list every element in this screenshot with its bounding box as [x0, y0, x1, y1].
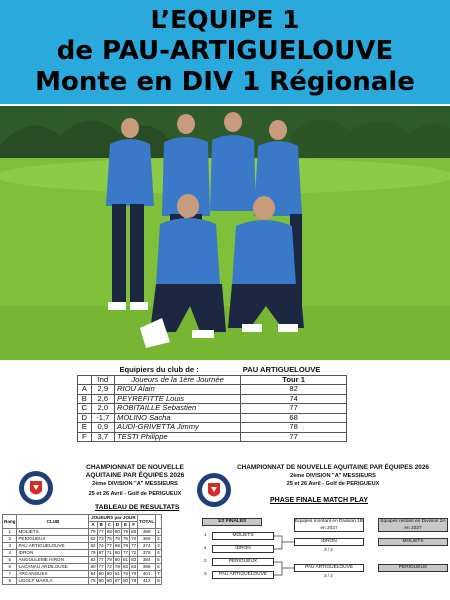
results-score: 77 — [122, 550, 129, 555]
results-score: 68 — [114, 543, 120, 548]
results-extra: 3 — [157, 543, 160, 548]
results-col-extra — [156, 515, 162, 529]
right-title-line-1: CHAMPIONNAT DE NOUVELLE AQUITAINE PAR ÉQUIPES 2026 — [237, 464, 429, 471]
roster-row — [78, 404, 347, 414]
roster-ind: -1,7 — [91, 413, 114, 423]
results-score: 85 — [131, 529, 137, 534]
right-title-division: 2ème DIVISION "A" MESSIEURS — [290, 473, 376, 479]
results-score: 68 — [106, 529, 112, 534]
results-row — [3, 550, 162, 557]
results-score: 71 — [106, 550, 112, 555]
seed-1: 1 — [204, 532, 207, 537]
banner-title-line-2: de PAU-ARTIGUELOUVE — [56, 36, 394, 66]
results-score: 79 — [131, 578, 137, 583]
roster-letter: F — [78, 432, 92, 442]
eagle-crest-icon — [18, 470, 54, 506]
bracket-match2-team2: PAU ARTIGUELOUVE — [212, 571, 274, 579]
right-title-date: 25 et 26 Avril - Golf de PERIGUEUX — [286, 481, 380, 487]
results-letter: D — [113, 522, 121, 529]
roster-score: 77 — [241, 432, 347, 442]
roster-player: TESTI Philippe — [115, 432, 241, 442]
results-club: UGOLF MARILA — [17, 578, 89, 585]
roster-ind: 2,0 — [91, 404, 114, 414]
results-header-row — [3, 515, 162, 522]
results-score: 75 — [122, 536, 129, 541]
roster-letter: C — [78, 404, 92, 414]
results-score: 70 — [131, 536, 137, 541]
banner-title-line-1: L’EQUIPE 1 — [150, 5, 300, 34]
results-row — [3, 578, 162, 585]
results-letter: A — [89, 522, 97, 529]
results-total: 384 — [138, 557, 156, 564]
results-total: 389 — [138, 564, 156, 571]
roster-ind: 2,6 — [91, 394, 114, 404]
results-score: 80 — [114, 557, 120, 562]
roster-col-players: Joueurs de la 1ère Journée — [115, 375, 241, 385]
results-score: 72 — [131, 550, 137, 555]
results-score: 74 — [98, 543, 104, 548]
results-table — [2, 514, 162, 585]
left-title-line-1: CHAMPIONNAT DE NOUVELLE — [86, 464, 184, 471]
roster-score: 82 — [241, 385, 347, 395]
results-total: 388 — [138, 529, 156, 536]
results-extra: 8 — [157, 578, 160, 583]
roster-score: 74 — [241, 394, 347, 404]
results-score: 80 — [114, 550, 120, 555]
right-championship-title — [220, 464, 446, 488]
roster-ind: 3,7 — [91, 432, 114, 442]
roster-row — [78, 385, 347, 395]
results-score: 83 — [131, 564, 137, 569]
roster-letter: A — [78, 385, 92, 395]
results-score: 80 — [90, 564, 96, 569]
results-score: 80 — [106, 578, 112, 583]
results-club: LACANAU ARDILOUSE — [17, 564, 89, 571]
roster-player: PEYREFITTE Louis — [115, 394, 241, 404]
promoted-team-2: PAU ARTIGUELOUVE — [294, 564, 364, 572]
roster-club-name: PAU ARTIGUELOUVE — [242, 365, 321, 375]
results-rang: 5 — [3, 557, 17, 564]
results-score: 79 — [106, 557, 112, 562]
results-score: 81 — [122, 557, 129, 562]
remaining-team-1: MOLIETS — [378, 538, 448, 546]
results-score: 79 — [90, 550, 96, 555]
results-col-total: TOTAL — [138, 515, 156, 529]
results-score: 80 — [98, 578, 104, 583]
results-extra: 5 — [157, 557, 160, 562]
title-banner — [0, 0, 450, 104]
roster-header-row — [78, 366, 347, 375]
roster-player: MOLINO Sacha — [115, 413, 241, 423]
results-letter: B — [97, 522, 105, 529]
remaining-teams-label: Equipes restant en Division 2A en 2027 — [378, 518, 448, 532]
seed-3: 3 — [204, 571, 207, 576]
results-score: 81 — [114, 571, 120, 576]
promoted-teams-label: Equipes montant en Division 1B en 2027 — [295, 519, 363, 531]
results-score: 84 — [90, 571, 96, 576]
results-score: 82 — [122, 564, 129, 569]
results-letter: F — [130, 522, 138, 529]
results-table-title: TABLEAU DE RESULTATS — [95, 504, 180, 511]
roster-header-label: Equipiers du club de : — [119, 365, 199, 375]
roster-row — [78, 423, 347, 433]
roster-col-ind: Ind — [91, 375, 114, 385]
results-total: 412 — [138, 578, 156, 585]
results-club: PERIGUEUX — [17, 536, 89, 543]
roster-player: RIOU Alain — [115, 385, 241, 395]
results-rang: 2 — [3, 536, 17, 543]
results-score: 87 — [98, 550, 104, 555]
results-score: 79 — [114, 536, 120, 541]
results-score: 77 — [131, 543, 137, 548]
results-total: 401 — [138, 571, 156, 578]
results-row — [3, 564, 162, 571]
bracket-match2-team1: PERIGUEUX — [212, 558, 274, 566]
bracket-connectors — [274, 532, 294, 582]
results-letter: C — [105, 522, 113, 529]
roster-score: 68 — [241, 413, 347, 423]
results-score: 78 — [114, 564, 120, 569]
results-club: MOLIETS — [17, 529, 89, 536]
results-score: 80 — [122, 578, 129, 583]
results-score: 77 — [98, 557, 104, 562]
phase-finale-title: PHASE FINALE MATCH PLAY — [270, 497, 369, 504]
left-championship-title — [72, 464, 198, 498]
roster-ind: 2,9 — [91, 385, 114, 395]
results-row — [3, 543, 162, 550]
results-score: 82 — [90, 543, 96, 548]
results-score: 82 — [90, 536, 96, 541]
results-score: 75 — [106, 536, 112, 541]
results-score: 79 — [122, 529, 129, 534]
results-score: 82 — [90, 557, 96, 562]
results-letter: E — [121, 522, 129, 529]
results-rang: 8 — [3, 578, 17, 585]
results-score: 77 — [98, 564, 104, 569]
match1-score: 3 / 2 — [324, 547, 333, 552]
results-rang: 3 — [3, 543, 17, 550]
results-rang: 6 — [3, 564, 17, 571]
team-photo — [0, 106, 450, 360]
roster-score: 77 — [241, 404, 347, 414]
results-score: 79 — [90, 529, 96, 534]
seed-4: 4 — [204, 545, 207, 550]
results-col-joueurs: JOUEURS par JOUR — [89, 515, 138, 522]
roster-row — [78, 432, 347, 442]
left-title-date: 25 et 26 Avril - Golf de PERIGUEUX — [88, 491, 182, 497]
remaining-team-2: PERIGUEUX — [378, 564, 448, 572]
results-club: PAU ARTIGUELOUVE — [17, 543, 89, 550]
results-row — [3, 571, 162, 578]
roster-table — [77, 366, 347, 442]
results-score: 72 — [106, 564, 112, 569]
roster-col-tour: Tour 1 — [241, 375, 347, 385]
results-score: 80 — [114, 529, 120, 534]
results-score: 76 — [90, 578, 96, 583]
results-extra: 2 — [157, 536, 160, 541]
results-score: 83 — [131, 557, 137, 562]
results-rang: 1 — [3, 529, 17, 536]
results-score: 78 — [122, 543, 129, 548]
results-row — [3, 557, 162, 564]
results-score: 79 — [131, 571, 137, 576]
roster-letter: B — [78, 394, 92, 404]
results-rang: 4 — [3, 550, 17, 557]
promoted-team-1: IDRON — [294, 538, 364, 546]
match2-score: 3 / 2 — [324, 573, 333, 578]
roster-player: ROBITAILLE Sebastien — [115, 404, 241, 414]
results-score: 73 — [98, 536, 104, 541]
roster-letter: E — [78, 423, 92, 433]
results-club: IDRON — [17, 550, 89, 557]
results-score: 87 — [114, 578, 120, 583]
roster-letter: D — [78, 413, 92, 423]
results-total: 378 — [138, 550, 156, 557]
results-score: 80 — [98, 571, 104, 576]
seed-2: 2 — [204, 558, 207, 563]
results-score: 77 — [98, 529, 104, 534]
results-row — [3, 536, 162, 543]
roster-player: AUDI-GRIVETTA Jimmy — [115, 423, 241, 433]
team-photo-illustration — [0, 106, 450, 360]
bracket-match1-team2: IDRON — [212, 545, 274, 553]
results-rang: 7 — [3, 571, 17, 578]
results-total: 374 — [138, 543, 156, 550]
results-club: ANGOULEME HIRON — [17, 557, 89, 564]
left-title-line-2: AQUITAINE PAR ÉQUIPES 2026 — [85, 472, 185, 479]
roster-score: 78 — [241, 423, 347, 433]
half-finals-header: 1/2 FINALES — [202, 518, 262, 526]
results-extra: 6 — [157, 564, 160, 569]
results-score: 77 — [106, 543, 112, 548]
results-extra: 7 — [157, 571, 160, 576]
results-row — [3, 529, 162, 536]
results-score: 80 — [106, 571, 112, 576]
results-col-rang: Rang — [3, 515, 17, 529]
bracket-match1-team1: MOLIETS — [212, 532, 274, 540]
left-title-division: 2ème DIVISION "A" MESSIEURS — [92, 481, 178, 487]
results-extra: 1 — [157, 529, 160, 534]
results-club: ARCANGUES — [17, 571, 89, 578]
results-score: 76 — [122, 571, 129, 576]
results-total: 369 — [138, 536, 156, 543]
banner-title-line-3: Monte en DIV 1 Régionale — [35, 67, 415, 97]
roster-ind: 0,9 — [91, 423, 114, 433]
results-col-club: CLUB — [17, 515, 89, 529]
results-extra: 4 — [157, 550, 160, 555]
league-emblem-left — [18, 470, 54, 506]
